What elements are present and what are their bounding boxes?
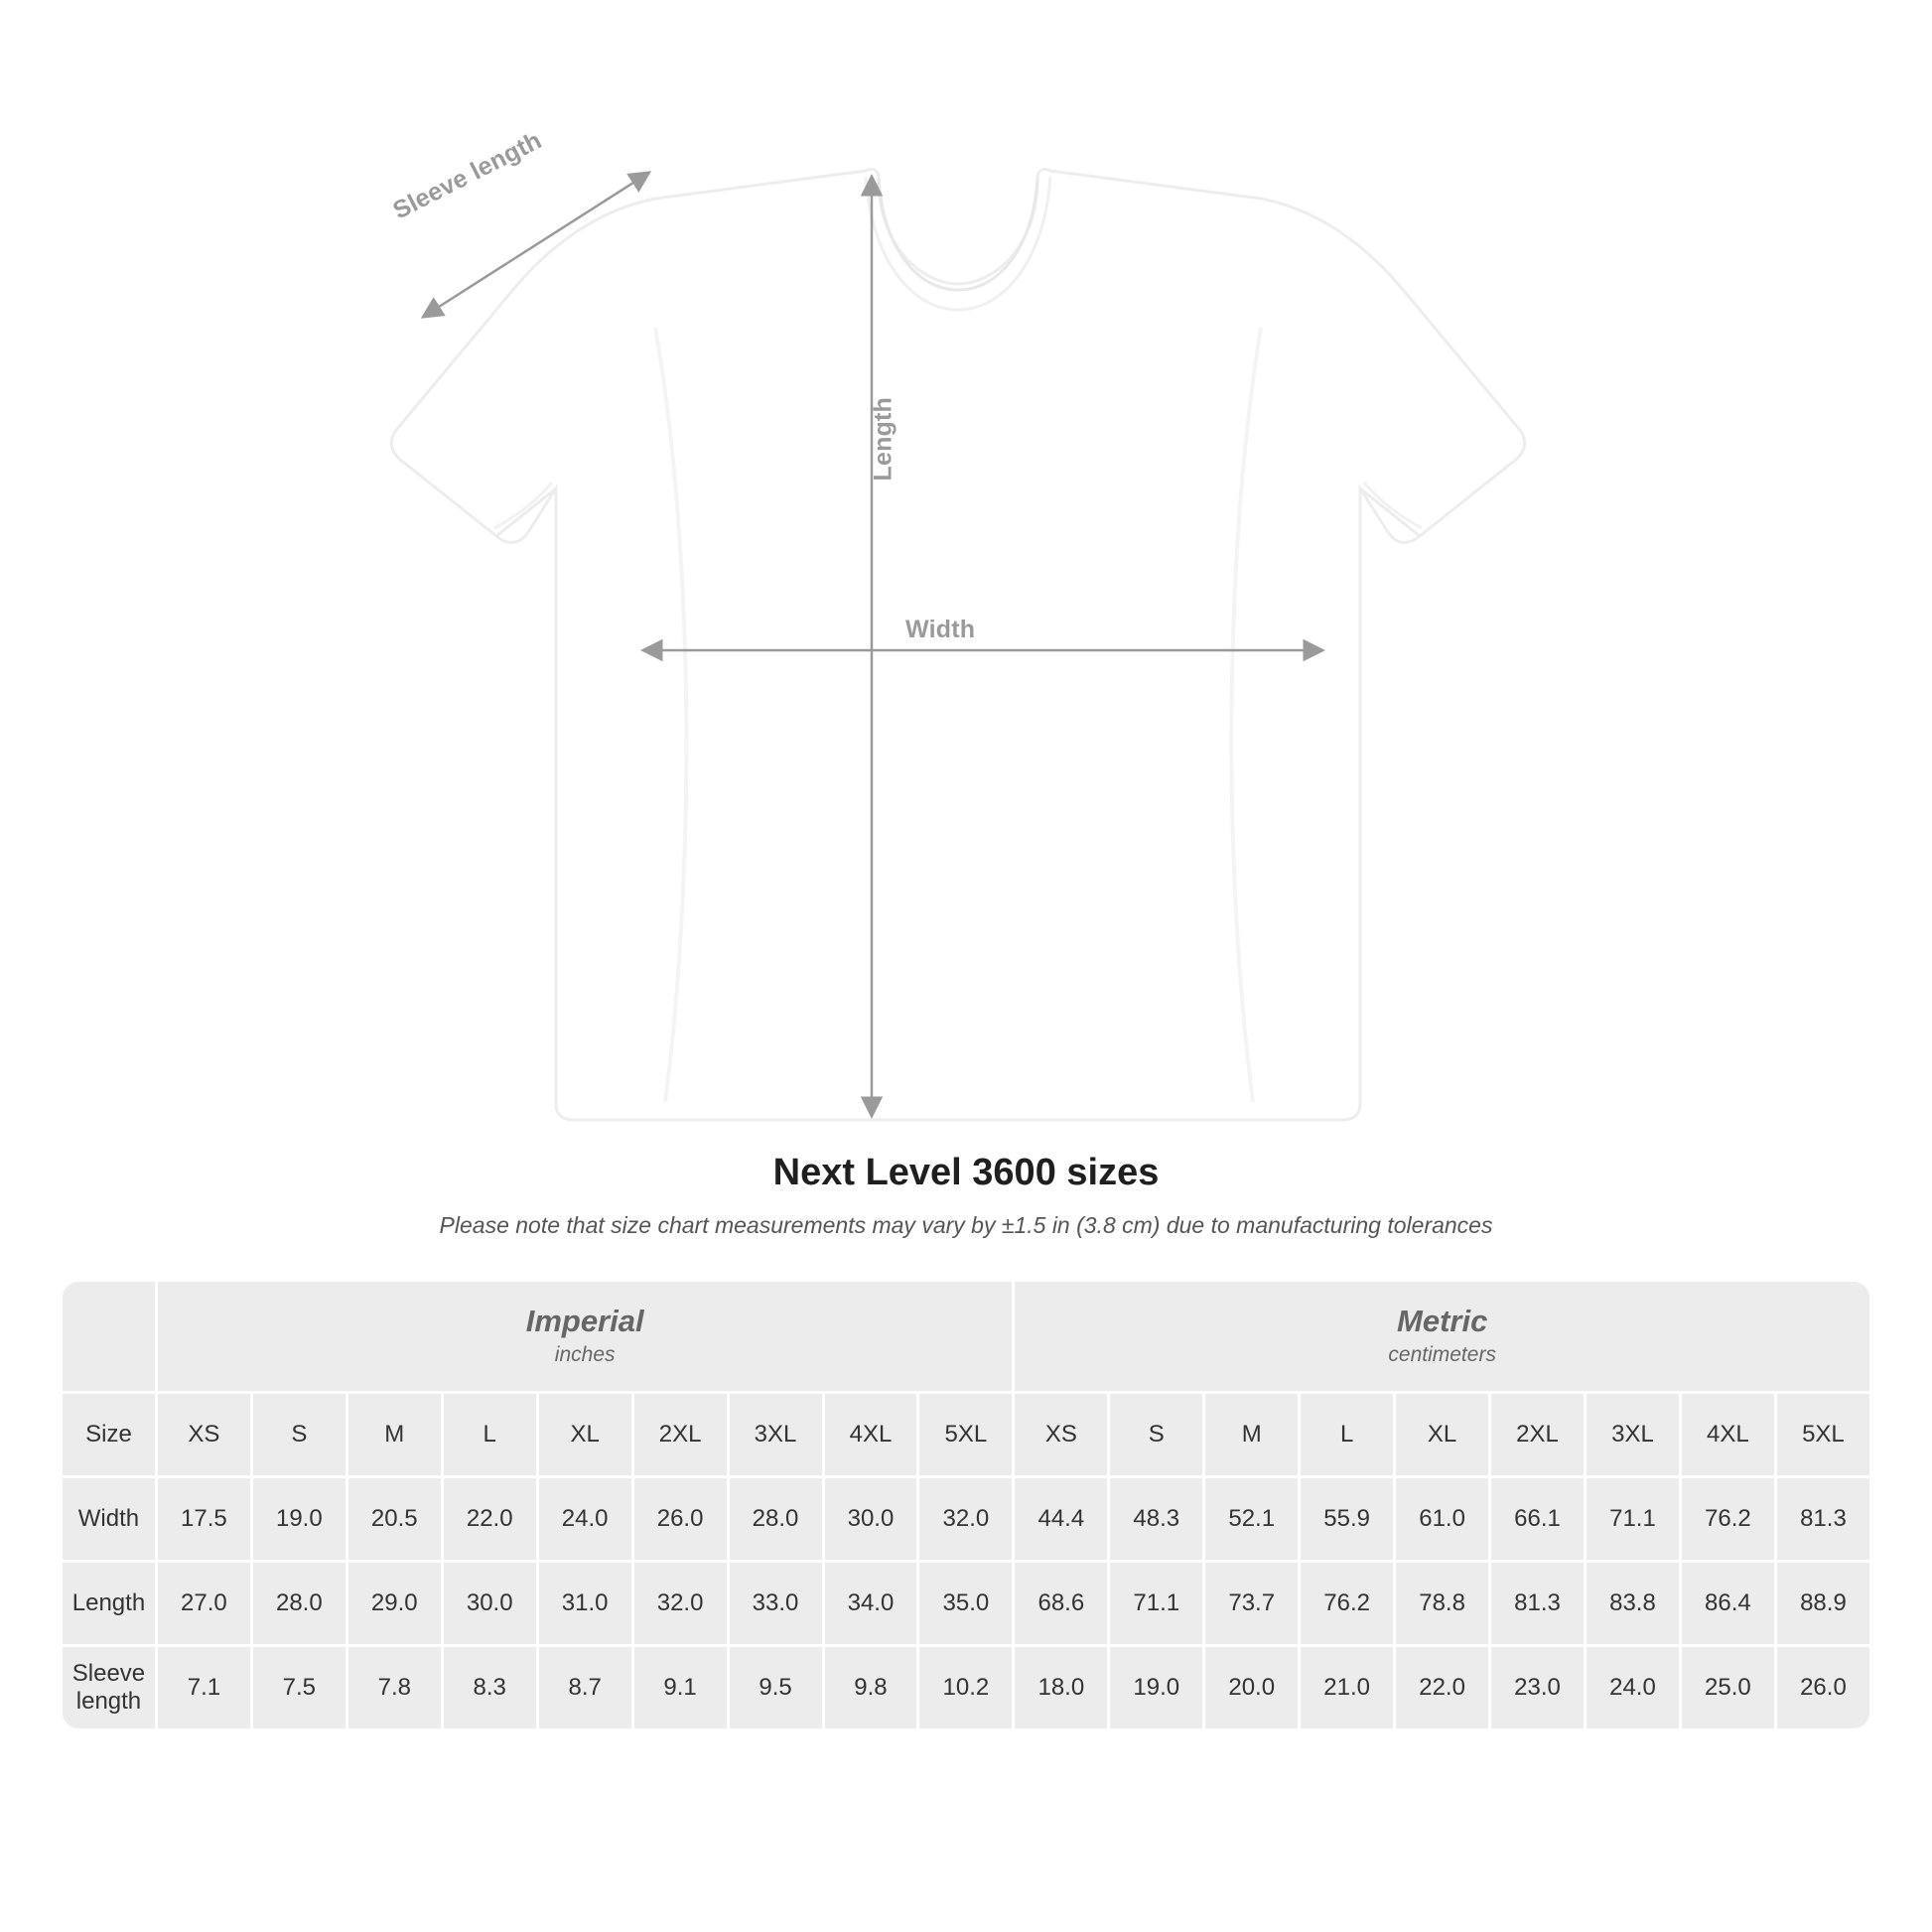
page-title: Next Level 3600 sizes — [772, 1152, 1160, 1193]
cell-length-metric-4xl: 86.4 — [1682, 1563, 1774, 1644]
cell-sleeve-metric-xs: 18.0 — [1015, 1647, 1107, 1728]
cell-width-metric-xl: 61.0 — [1396, 1478, 1488, 1560]
size-header-metric-2xl: 2XL — [1491, 1394, 1584, 1475]
cell-width-metric-3xl: 71.1 — [1587, 1478, 1679, 1560]
table-unit-header-row — [63, 1282, 1869, 1391]
cell-length-imperial-5xl: 35.0 — [919, 1563, 1012, 1644]
cell-width-metric-5xl: 81.3 — [1777, 1478, 1869, 1560]
tolerance-note: Please note that size chart measurements may vary by ±1.5 in (3.8 cm) due to manufacturing tolerances — [439, 1212, 1493, 1238]
cell-sleeve-imperial-s: 7.5 — [253, 1647, 345, 1728]
size-header-imperial-5xl: 5XL — [919, 1394, 1012, 1475]
cell-width-imperial-m: 20.5 — [348, 1478, 441, 1560]
cell-width-imperial-2xl: 26.0 — [634, 1478, 727, 1560]
size-header-metric-5xl: 5XL — [1777, 1394, 1869, 1475]
cell-width-metric-m: 52.1 — [1205, 1478, 1298, 1560]
size-header-metric-3xl: 3XL — [1587, 1394, 1679, 1475]
size-header-imperial-m: M — [348, 1394, 441, 1475]
cell-sleeve-metric-xl: 22.0 — [1396, 1647, 1488, 1728]
size-header-imperial-xl: XL — [539, 1394, 631, 1475]
cell-width-imperial-xl: 24.0 — [539, 1478, 631, 1560]
cell-length-metric-2xl: 81.3 — [1491, 1563, 1584, 1644]
row-header-sleeve-length: Sleeve length — [63, 1647, 155, 1728]
cell-width-metric-2xl: 66.1 — [1491, 1478, 1584, 1560]
size-header-metric-m: M — [1205, 1394, 1298, 1475]
table-corner-cell — [63, 1282, 155, 1391]
cell-width-metric-xs: 44.4 — [1015, 1478, 1107, 1560]
cell-sleeve-metric-3xl: 24.0 — [1587, 1647, 1679, 1728]
title-block — [0, 1152, 1932, 1239]
cell-length-metric-m: 73.7 — [1205, 1563, 1298, 1644]
cell-length-metric-xs: 68.6 — [1015, 1563, 1107, 1644]
size-header-imperial-s: S — [253, 1394, 345, 1475]
cell-length-imperial-3xl: 33.0 — [730, 1563, 822, 1644]
cell-length-imperial-m: 29.0 — [348, 1563, 441, 1644]
size-header-metric-xl: XL — [1396, 1394, 1488, 1475]
unit-group-metric-sub: centimeters — [1388, 1343, 1496, 1367]
cell-length-metric-3xl: 83.8 — [1587, 1563, 1679, 1644]
cell-sleeve-metric-s: 19.0 — [1110, 1647, 1202, 1728]
cell-sleeve-metric-m: 20.0 — [1205, 1647, 1298, 1728]
cell-length-imperial-l: 30.0 — [444, 1563, 536, 1644]
cell-length-imperial-xs: 27.0 — [158, 1563, 250, 1644]
size-header-cell: Size — [63, 1394, 155, 1475]
size-header-imperial-3xl: 3XL — [730, 1394, 822, 1475]
cell-sleeve-imperial-xs: 7.1 — [158, 1647, 250, 1728]
cell-width-imperial-3xl: 28.0 — [730, 1478, 822, 1560]
unit-group-metric-name: Metric — [1397, 1304, 1488, 1339]
cell-sleeve-imperial-m: 7.8 — [348, 1647, 441, 1728]
size-header-imperial-4xl: 4XL — [825, 1394, 917, 1475]
cell-width-imperial-5xl: 32.0 — [919, 1478, 1012, 1560]
unit-group-imperial — [158, 1282, 1012, 1391]
width-dimension-label: Width — [905, 616, 976, 643]
size-header-imperial-xs: XS — [158, 1394, 250, 1475]
size-header-metric-s: S — [1110, 1394, 1202, 1475]
cell-length-imperial-2xl: 32.0 — [634, 1563, 727, 1644]
row-header-width: Width — [63, 1478, 155, 1560]
cell-sleeve-imperial-4xl: 9.8 — [825, 1647, 917, 1728]
cell-length-metric-xl: 78.8 — [1396, 1563, 1488, 1644]
table-row — [63, 1478, 1869, 1560]
cell-width-imperial-xs: 17.5 — [158, 1478, 250, 1560]
cell-width-metric-s: 48.3 — [1110, 1478, 1202, 1560]
size-header-imperial-2xl: 2XL — [634, 1394, 727, 1475]
size-header-metric-4xl: 4XL — [1682, 1394, 1774, 1475]
length-dimension-label: Length — [869, 396, 897, 482]
size-header-metric-xs: XS — [1015, 1394, 1107, 1475]
cell-length-imperial-s: 28.0 — [253, 1563, 345, 1644]
cell-length-metric-l: 76.2 — [1301, 1563, 1393, 1644]
unit-group-metric — [1015, 1282, 1869, 1391]
cell-length-imperial-xl: 31.0 — [539, 1563, 631, 1644]
cell-width-imperial-4xl: 30.0 — [825, 1478, 917, 1560]
cell-length-metric-5xl: 88.9 — [1777, 1563, 1869, 1644]
cell-width-imperial-s: 19.0 — [253, 1478, 345, 1560]
sleeve-length-dimension-label: Sleeve length — [388, 126, 547, 225]
cell-sleeve-imperial-xl: 8.7 — [539, 1647, 631, 1728]
cell-sleeve-metric-2xl: 23.0 — [1491, 1647, 1584, 1728]
table-row — [63, 1647, 1869, 1728]
cell-sleeve-imperial-2xl: 9.1 — [634, 1647, 727, 1728]
unit-group-imperial-sub: inches — [554, 1343, 616, 1367]
row-header-length: Length — [63, 1563, 155, 1644]
cell-length-imperial-4xl: 34.0 — [825, 1563, 917, 1644]
unit-group-imperial-name: Imperial — [525, 1304, 644, 1339]
size-table-wrapper — [60, 1279, 1872, 1731]
cell-sleeve-metric-4xl: 25.0 — [1682, 1647, 1774, 1728]
cell-sleeve-imperial-5xl: 10.2 — [919, 1647, 1012, 1728]
table-row — [63, 1563, 1869, 1644]
cell-sleeve-metric-l: 21.0 — [1301, 1647, 1393, 1728]
cell-sleeve-metric-5xl: 26.0 — [1777, 1647, 1869, 1728]
cell-length-metric-s: 71.1 — [1110, 1563, 1202, 1644]
table-size-header-row — [63, 1394, 1869, 1475]
cell-width-imperial-l: 22.0 — [444, 1478, 536, 1560]
cell-width-metric-4xl: 76.2 — [1682, 1478, 1774, 1560]
size-header-imperial-l: L — [444, 1394, 536, 1475]
cell-sleeve-imperial-l: 8.3 — [444, 1647, 536, 1728]
size-header-metric-l: L — [1301, 1394, 1393, 1475]
cell-width-metric-l: 55.9 — [1301, 1478, 1393, 1560]
size-table — [60, 1279, 1872, 1731]
cell-sleeve-imperial-3xl: 9.5 — [730, 1647, 822, 1728]
